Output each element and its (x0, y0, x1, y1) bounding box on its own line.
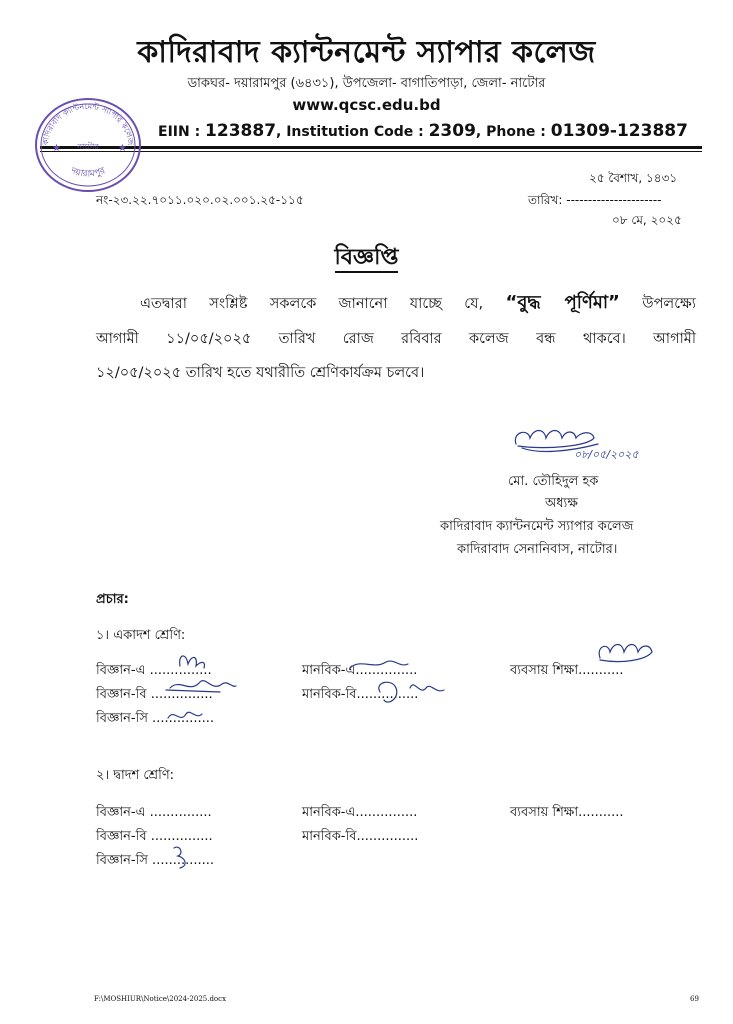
class11-science-a: বিজ্ঞান-এ ............... (96, 663, 212, 678)
phone-label: , Phone : (475, 124, 551, 140)
class11-humanities-initials (340, 648, 460, 718)
seal-text-top: কাদিরাবাদ ক্যান্টনমেন্ট স্যাপার কলেজ (40, 101, 136, 146)
institution-website: www.qcsc.edu.bd (292, 96, 441, 114)
svg-text:★: ★ (52, 143, 61, 154)
seal-text-mid: নাটোর (77, 142, 99, 151)
signatory-institution: কাদিরাবাদ ক্যান্টনমেন্ট স্যাপার কলেজ (440, 519, 634, 534)
class12-science-b: বিজ্ঞান-বি ............... (96, 829, 213, 844)
class11-science-b: বিজ্ঞান-বি ............... (96, 687, 213, 702)
class11-business: ব্যবসায় শিক্ষা........... (510, 663, 624, 678)
class12-humanities-b: মানবিক-বি............... (302, 829, 419, 844)
class11-business-initials (592, 640, 662, 674)
institution-address: ডাকঘর- দয়ারামপুর (৬৪৩১), উপজেলা- বাগাতিপাড়া, জেলা- নাটোর (187, 76, 546, 91)
code-label: , Institution Code : (276, 124, 429, 140)
phone-value: 01309-123887 (550, 121, 688, 141)
eiin-value: 123887 (205, 121, 277, 141)
institution-identifiers (158, 121, 688, 141)
signatory-place: কাদিরাবাদ সেনানিবাস, নাটোর। (457, 542, 618, 557)
footer-page-number: 69 (690, 995, 699, 1003)
date-label: তারিখ: ---------------------- (528, 193, 662, 207)
signatory-name: মো. তৌহিদুল হক (508, 474, 599, 489)
festival-name: “বুদ্ধ পূর্ণিমা” (505, 292, 620, 313)
notice-line-1-pre: এতদ্বারা সংশ্লিষ্ট সকলকে জানানো যাচ্ছে যে, (140, 296, 484, 312)
english-date: ০৮ মে, ২০২৫ (612, 213, 682, 227)
principal-signature (508, 424, 658, 476)
svg-text:★: ★ (118, 143, 127, 154)
footer-file-path: F:\MOSHIUR\Notice\2024-2025.docx (94, 995, 227, 1003)
class12-science-c-initial (168, 842, 198, 872)
bangla-date: ২৫ বৈশাখ, ১৪৩১ (589, 171, 678, 185)
class12-business: ব্যবসায় শিক্ষা........... (510, 805, 624, 820)
group-class-eleven-title: ১। একাদশ শ্রেণি: (96, 628, 186, 643)
institution-name: কাদিরাবাদ ক্যান্টনমেন্ট স্যাপার কলেজ (137, 35, 596, 70)
eiin-label: EIIN : (158, 124, 206, 140)
signatory-designation: অধ্যক্ষ (545, 496, 578, 511)
code-value: 2309 (428, 121, 476, 141)
signature-date: ০৮/০৫/২০২৫ (574, 448, 639, 461)
group-class-twelve-title: ২। দ্বাদশ শ্রেণি: (96, 768, 175, 783)
notice-title: বিজ্ঞপ্তি (0, 240, 733, 277)
class11-science-initials (150, 648, 240, 728)
notice-line-1 (140, 288, 696, 319)
seal-text-bottom: দয়ারামপুর (69, 166, 107, 180)
class12-humanities-a: মানবিক-এ............... (302, 805, 418, 820)
notice-line-2: আগামী ১১/০৫/২০২৫ তারিখ রোজ রবিবার কলেজ বন্ধ থাকবে। আগামী (96, 331, 696, 347)
distribution-heading: প্রচার: (96, 592, 129, 607)
notice-line-3: ১২/০৫/২০২৫ তারিখ হতে যথারীতি শ্রেণিকার্যক্রম চলবে। (96, 365, 425, 381)
notice-line-1-post: উপলক্ষ্যে (642, 296, 697, 312)
class12-science-a: বিজ্ঞান-এ ............... (96, 805, 212, 820)
class12-science-c: বিজ্ঞান-সি ............... (96, 853, 215, 868)
memo-number: নং-২৩.২২.৭০১১.০২০.০২.০০১.২৫-১১৫ (96, 193, 304, 207)
svg-text:দয়ারামপুর (68, 166, 107, 180)
class11-humanities-b: মানবিক-বি............... (302, 687, 419, 702)
class11-science-c: বিজ্ঞান-সি ............... (96, 711, 215, 726)
college-seal-stamp (32, 95, 144, 193)
class11-humanities-a: মানবিক-এ............... (302, 663, 418, 678)
